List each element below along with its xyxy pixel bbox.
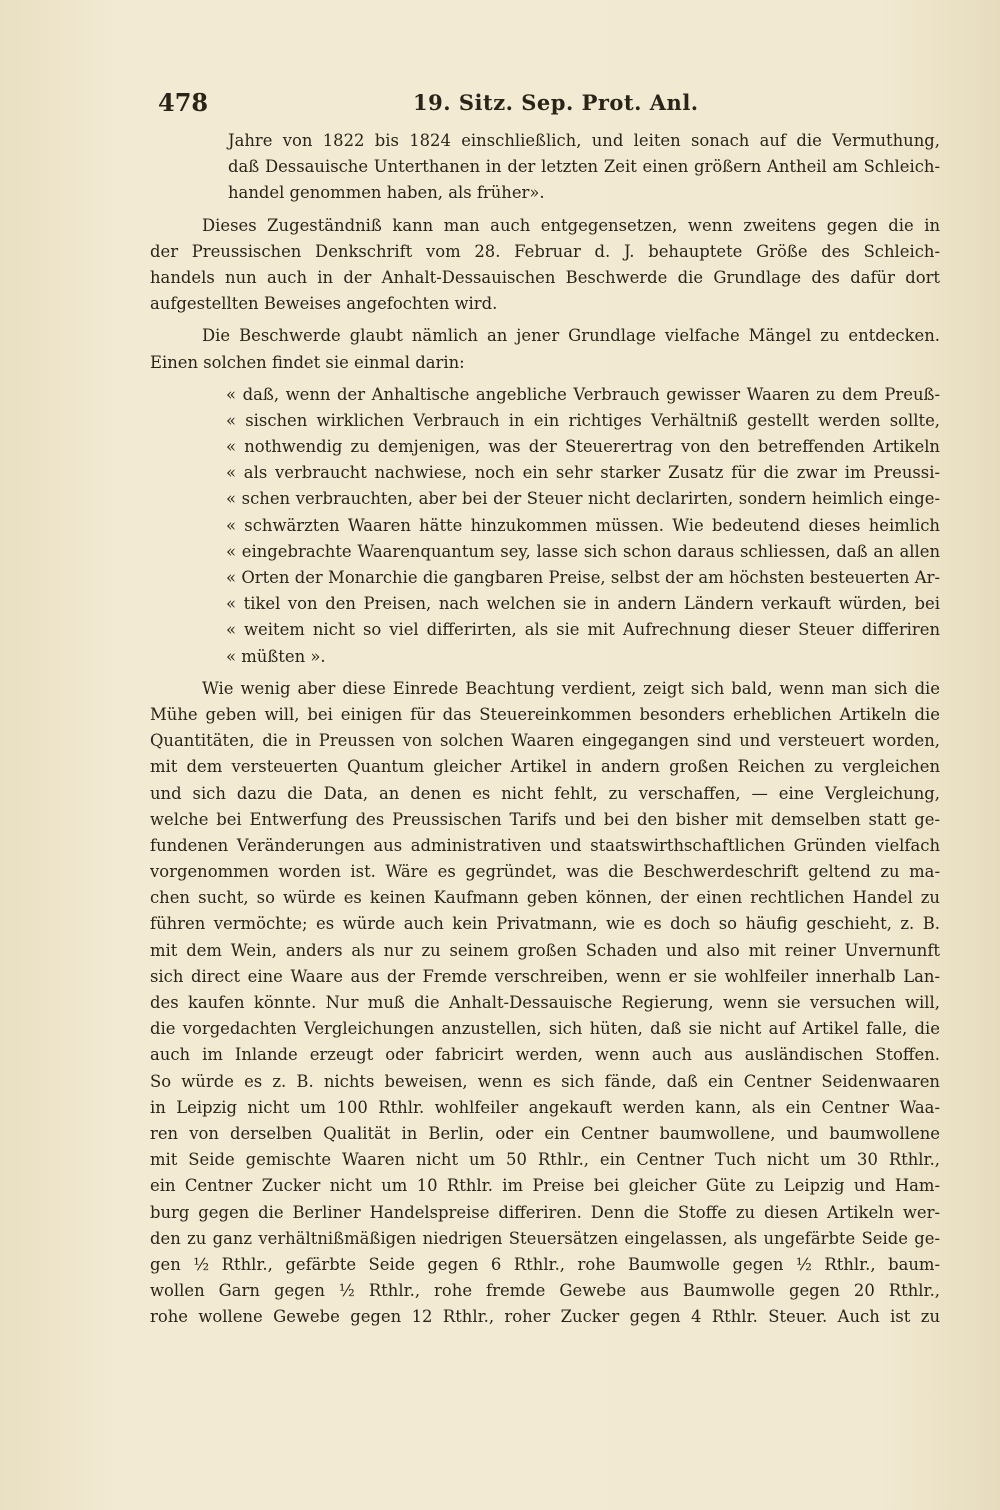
paragraph bbox=[150, 676, 940, 1331]
text-line: vorgenommen worden ist. Wäre es gegründet, was die Beschwerdeschrift geltend zu ma- bbox=[150, 862, 940, 882]
quote-line: « daß, wenn der Anhaltische angebliche Verbrauch gewisser Waaren zu dem Preuß- bbox=[226, 384, 940, 404]
text-line: rohe wollene Gewebe gegen 12 Rthlr., roher Zucker gegen 4 Rthlr. Steuer. Auch ist zu bbox=[150, 1307, 940, 1327]
text-line: daß Dessauische Unterthanen in der letzten Zeit einen größern Antheil am Schleich- bbox=[228, 157, 940, 177]
text-line: in Leipzig nicht um 100 Rthlr. wohlfeiler angekauft werden kann, als ein Centner Waa- bbox=[150, 1097, 940, 1117]
quote-line: « Orten der Monarchie die gangbaren Preise, selbst der am höchsten besteuerten Ar- bbox=[226, 568, 940, 587]
quote-line: « als verbraucht nachwiese, noch ein sehr starker Zusatz für die zwar im Preussi- bbox=[226, 463, 940, 483]
page-header bbox=[158, 88, 938, 118]
text-line: Die Beschwerde glaubt nämlich an jener Grundlage vielfache Mängel zu entdecken. bbox=[202, 326, 940, 346]
text-line: Mühe geben will, bei einigen für das Steuereinkommen besonders erheblichen Artikeln die bbox=[150, 704, 940, 724]
text-line: welche bei Entwerfung des Preussischen Tarifs und bei den bisher mit demselben statt ge- bbox=[150, 809, 940, 829]
quote-line: « schwärzten Waaren hätte hinzukommen müssen. Wie bedeutend dieses heimlich bbox=[226, 515, 940, 535]
text-line: den zu ganz verhältnißmäßigen niedrigen Steuersätzen eingelassen, als ungefärbte Seide ge- bbox=[150, 1228, 940, 1248]
text-line: Dieses Zugeständniß kann man auch entgegensetzen, wenn zweitens gegen die in bbox=[202, 215, 940, 235]
text-line: ren von derselben Qualität in Berlin, oder ein Centner baumwollene, und baumwollene bbox=[150, 1123, 940, 1143]
text-line: auch im Inlande erzeugt oder fabricirt werden, wenn auch aus ausländischen Stoffen. bbox=[150, 1045, 940, 1065]
running-head: 19. Sitz. Sep. Prot. Anl. bbox=[413, 90, 699, 115]
text-line: führen vermöchte; es würde auch kein Privatmann, wie es doch so häufig geschieht, z. B. bbox=[150, 914, 940, 934]
text-line: der Preussischen Denkschrift vom 28. Februar d. J. behauptete Größe des Schleich- bbox=[150, 241, 940, 261]
text-line: aufgestellten Beweises angefochten wird. bbox=[150, 294, 498, 314]
quote-line: « nothwendig zu demjenigen, was der Steuerertrag von den betreffenden Artikeln bbox=[226, 437, 940, 457]
text-line: burg gegen die Berliner Handelspreise differiren. Denn die Stoffe zu diesen Artikeln wer- bbox=[150, 1202, 940, 1222]
text-line: des kaufen könnte. Nur muß die Anhalt-Dessauische Regierung, wenn sie versuchen will, bbox=[150, 993, 940, 1012]
text-line: sich direct eine Waare aus der Fremde verschreiben, wenn er sie wohlfeiler innerhalb Lan- bbox=[150, 966, 940, 986]
quote-line: « müßten ». bbox=[226, 646, 326, 666]
text-line: chen sucht, so würde es keinen Kaufmann geben können, der einen rechtlichen Handel zu bbox=[150, 888, 940, 908]
paragraph bbox=[150, 213, 940, 318]
text-line: Jahre von 1822 bis 1824 einschließlich, und leiten sonach auf die Vermuthung, bbox=[228, 131, 940, 150]
quote-line: « eingebrachte Waarenquantum sey, lasse sich schon daraus schliessen, daß an allen bbox=[226, 541, 940, 561]
page-number: 478 bbox=[158, 88, 209, 117]
paragraph bbox=[150, 128, 940, 207]
text-line: ein Centner Zucker nicht um 10 Rthlr. im Preise bei gleicher Güte zu Leipzig und Ham- bbox=[150, 1176, 940, 1196]
quote-line: « tikel von den Preisen, nach welchen sie in andern Ländern verkauft würden, bei bbox=[226, 594, 940, 614]
text-line: mit Seide gemischte Waaren nicht um 50 Rthlr., ein Centner Tuch nicht um 30 Rthlr., bbox=[150, 1150, 940, 1170]
text-line: handel genommen haben, als früher». bbox=[228, 183, 545, 203]
text-line: Wie wenig aber diese Einrede Beachtung verdient, zeigt sich bald, wenn man sich die bbox=[202, 678, 940, 698]
text-line: wollen Garn gegen ½ Rthlr., rohe fremde Gewebe aus Baumwolle gegen 20 Rthlr., bbox=[150, 1281, 940, 1301]
text-line: die vorgedachten Vergleichungen anzustellen, sich hüten, daß sie nicht auf Artikel falle, die bbox=[150, 1019, 940, 1039]
text-line: fundenen Veränderungen aus administrativen und staatswirthschaftlichen Gründen vielfach bbox=[150, 835, 940, 855]
text-line: mit dem versteuerten Quantum gleicher Artikel in andern großen Reichen zu vergleichen bbox=[150, 757, 940, 777]
paragraph bbox=[150, 323, 940, 375]
quote-line: « schen verbrauchten, aber bei der Steuer nicht declarirten, sondern heimlich einge- bbox=[226, 489, 940, 509]
text-line: Einen solchen findet sie einmal darin: bbox=[150, 352, 465, 372]
text-line: handels nun auch in der Anhalt-Dessauischen Beschwerde die Grundlage des dafür dort bbox=[150, 267, 940, 287]
text-line: So würde es z. B. nichts beweisen, wenn es sich fände, daß ein Centner Seidenwaaren bbox=[150, 1071, 940, 1091]
quotation bbox=[150, 382, 940, 670]
text-line: und sich dazu die Data, an denen es nicht fehlt, zu verschaffen, — eine Vergleichung, bbox=[150, 783, 940, 803]
text-line: Quantitäten, die in Preussen von solchen Waaren eingegangen sind und versteuert worden, bbox=[150, 731, 940, 751]
quote-line: « weitem nicht so viel differirten, als sie mit Aufrechnung dieser Steuer differiren bbox=[226, 620, 940, 640]
page-body bbox=[150, 128, 940, 1330]
text-line: gen ½ Rthlr., gefärbte Seide gegen 6 Rthlr., rohe Baumwolle gegen ½ Rthlr., baum- bbox=[150, 1254, 940, 1274]
text-line: mit dem Wein, anders als nur zu seinem großen Schaden und also mit reiner Unvernunft bbox=[150, 940, 940, 960]
quote-line: « sischen wirklichen Verbrauch in ein richtiges Verhältniß gestellt werden sollte, bbox=[226, 410, 940, 430]
